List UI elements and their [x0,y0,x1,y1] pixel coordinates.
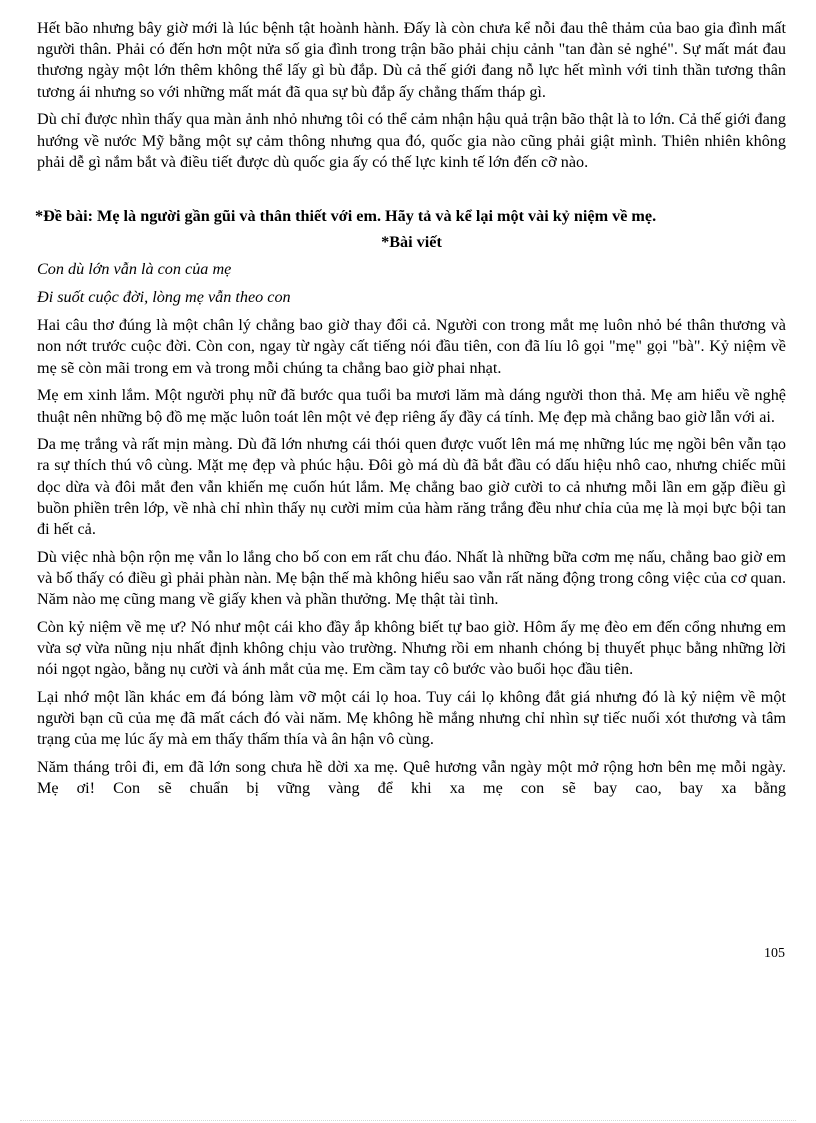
page-bottom-border [20,1120,796,1121]
essay-paragraph: Dù việc nhà bộn rộn mẹ vẫn lo lắng cho bố con em rất chu đáo. Nhất là những bữa cơm mẹ nấu, chẳng bao giờ em và bố thấy có điều gì phải phàn nàn. Mẹ bận thế mà không hiểu sao vẫn rất năng động trong công việc của cơ quan. Năm nào mẹ cũng mang về giấy khen và phần thưởng. Mẹ thật tài tình. [37,547,786,609]
essay-label: *Bài viết [381,232,442,251]
essay-paragraph: Lại nhớ một lần khác em đá bóng làm vỡ một cái lọ hoa. Tuy cái lọ không đắt giá nhưng đó là kỷ niệm về một người bạn cũ của mẹ đã mất cách đó vài năm. Mẹ không hề mắng nhưng chỉ nhìn sự tiếc nuối xót thương và tâm trạng của mẹ lúc ấy mà em thấy thấm thía và ân hận vô cùng. [37,687,786,749]
verse-line: Đi suốt cuộc đời, lòng mẹ vẫn theo con [37,288,291,307]
essay-paragraph: Còn kỷ niệm về mẹ ư? Nó như một cái kho đầy ắp không biết tự bao giờ. Hôm ấy mẹ đèo em đến cổng nhưng em vừa sợ vừa nũng nịu nhất định không chịu vào trường. Nhưng rồi em nhanh chóng bị thuyết phục bằng những lời nói ngọt ngào, bằng nụ cười và ánh mắt của mẹ. Em cầm tay cô bước vào buổi học đầu tiên. [37,617,786,679]
essay-paragraph: Hai câu thơ đúng là một chân lý chẳng bao giờ thay đổi cả. Người con trong mắt mẹ luôn nhỏ bé thân thương và non nớt trước cuộc đời. Còn con, ngay từ ngày cất tiếng nói đầu tiên, con đã líu lô gọi "mẹ" gọi "bà". Kỷ niệm về mẹ sẽ còn mãi trong em và trong mỗi chúng ta chẳng bao giờ phai nhạt. [37,316,786,377]
document-page [37,18,786,806]
page-number: 105 [764,946,785,961]
assignment-prompt: *Đề bài: Mẹ là người gần gũi và thân thiết với em. Hãy tả và kể lại một vài kỷ niệm về mẹ. [35,207,657,226]
body-paragraph: Dù chỉ được nhìn thấy qua màn ảnh nhỏ nhưng tôi có thể cảm nhận hậu quả trận bão thật là to lớn. Cả thế giới đang hướng về nước Mỹ bằng một sự cảm thông nhưng qua đó, quốc gia nào cũng phải giật mình. Thiên nhiên không phải dễ gì nắm bắt và điều tiết được dù quốc gia ấy có thế lực kinh tế lớn đến cỡ nào. [37,110,786,171]
verse-line: Con dù lớn vẫn là con của mẹ [37,259,232,278]
section-gap [37,179,786,206]
essay-paragraph-continued: Năm tháng trôi đi, em đã lớn song chưa hề dời xa mẹ. Quê hương vẫn ngày một mở rộng hơn bên mẹ mỗi ngày. Mẹ ơi! Con sẽ chuẩn bị vững vàng để khi xa mẹ con sẽ bay cao, bay xa bằng [37,758,786,798]
essay-paragraph: Mẹ em xinh lắm. Một người phụ nữ đã bước qua tuổi ba mươi lăm mà dáng người thon thả. Mẹ am hiểu về nghệ thuật nên những bộ đồ mẹ mặc luôn toát lên một vẻ đẹp riêng ấy đầy cá tính. Mẹ đẹp mà chẳng bao giờ lẫn với ai. [37,386,786,426]
essay-paragraph: Da mẹ trắng và rất mịn màng. Dù đã lớn nhưng cái thói quen được vuốt lên má mẹ những lúc mẹ ngồi bên vẫn tạo ra sự thích thú vô cùng. Mặt mẹ đẹp và phúc hậu. Đôi gò má dù đã bắt đầu có dấu hiệu nhô cao, nhưng chiếc mũi dọc dừa và đôi mắt đen vẫn khiến mẹ cuốn hút lắm. Mẹ chẳng bao giờ cười to cả nhưng mỗi lần em gặp điều gì buồn phiền trên lớp, về nhà chỉ nhìn thấy nụ cười mỉm của hàm răng trắng đều như chỉa của mẹ là mọi bực bội tan đi hết cả. [37,435,786,539]
body-paragraph: Hết bão nhưng bây giờ mới là lúc bệnh tật hoành hành. Đấy là còn chưa kể nỗi đau thê thảm của bao gia đình mất người thân. Phải có đến hơn một nửa số gia đình trong trận bão phải chịu cảnh "tan đàn sẻ nghé". Sự mất mát đau thương ngày một lớn thêm không thể lấy gì bù đắp. Dù cả thế giới đang nỗ lực hết mình với tinh thần tương thân tương ái nhưng so với những mất mát đã qua sự bù đắp ấy chẳng thấm tháp gì. [37,19,786,101]
